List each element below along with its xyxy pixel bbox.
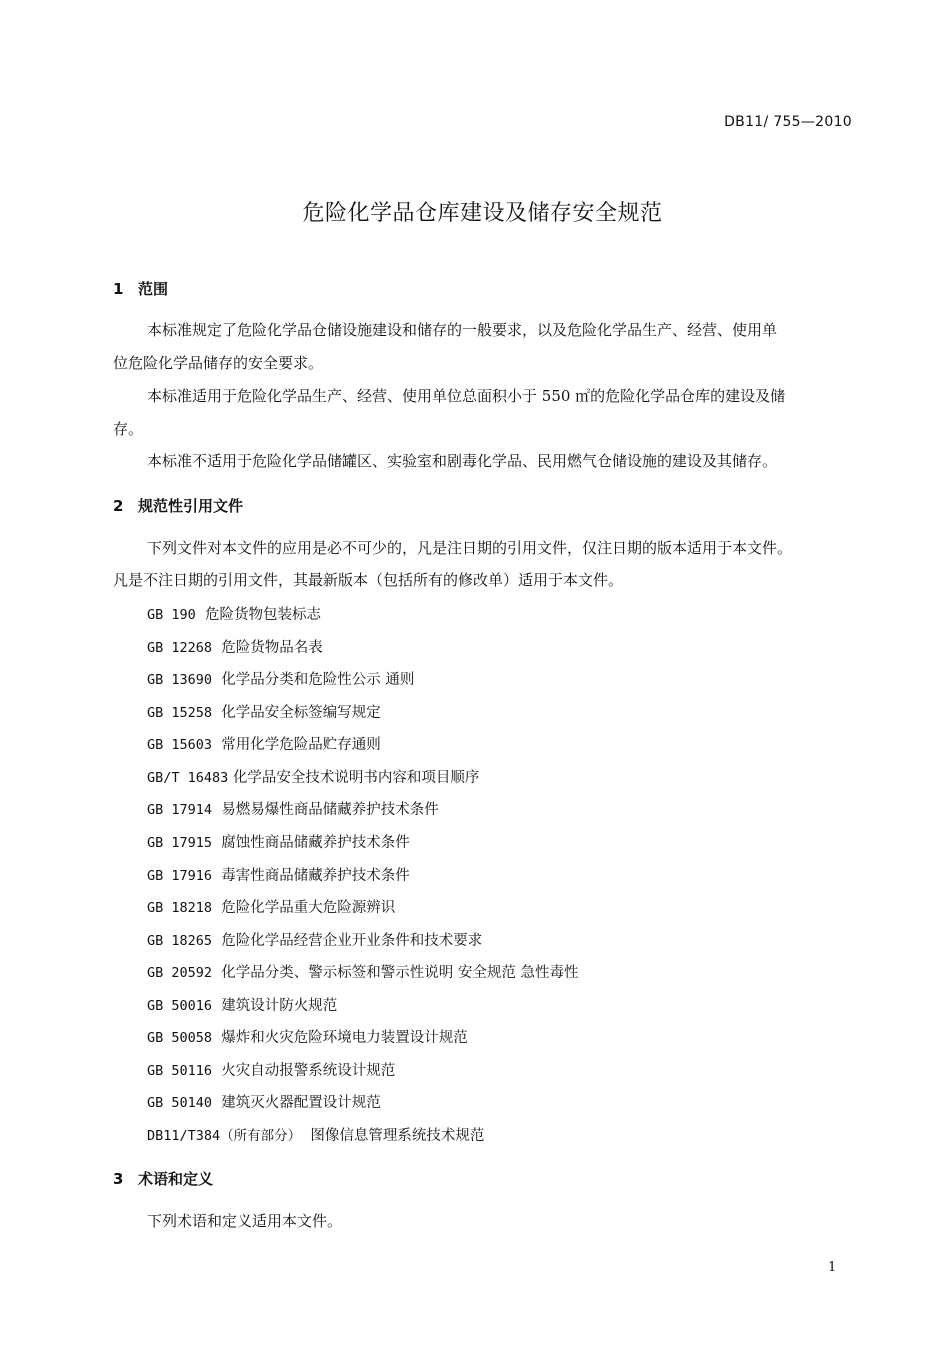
reference-item [147,994,337,1015]
section-2-heading [113,495,243,516]
paragraph: 位危险化学品储存的安全要求。 [113,354,324,372]
reference-item [147,636,323,657]
reference-item [147,766,479,787]
reference-item [147,701,381,722]
reference-item [147,733,381,754]
reference-code: GB 18218 [147,900,213,916]
document-title: 危险化学品仓库建设及储存安全规范 [302,201,663,226]
reference-item [147,1059,395,1080]
reference-item [147,603,321,624]
reference-title: 危险化学品重大危险源辨识 [221,900,396,916]
paragraph: 下列术语和定义适用本文件。 [147,1212,343,1230]
section-1-heading [113,278,168,299]
reference-title: 爆炸和火灾危险环境电力装置设计规范 [221,1030,468,1046]
section-title: 术语和定义 [138,1170,214,1188]
reference-code: GB 13690 [147,672,213,688]
section-number: 1 [113,280,124,298]
reference-code: GB 50016 [147,998,213,1014]
reference-item [147,798,439,819]
reference-code: GB/T 16483 [147,770,229,786]
reference-title: 危险化学品经营企业开业条件和技术要求 [221,933,483,949]
reference-code: GB 50140 [147,1095,213,1111]
reference-item [147,929,482,950]
section-title: 规范性引用文件 [138,497,244,515]
page-number: 1 [828,1260,837,1275]
paragraph: 凡是不注日期的引用文件，其最新版本（包括所有的修改单）适用于本文件。 [113,571,624,589]
reference-title: 易燃易爆性商品储藏养护技术条件 [221,802,439,818]
reference-title: 图像信息管理系统技术规范 [310,1128,485,1144]
reference-code: GB 12268 [147,640,213,656]
reference-item [147,961,578,982]
reference-title: 腐蚀性商品储藏养护技术条件 [221,835,410,851]
paragraph: 存。 [113,420,144,438]
reference-title: 火灾自动报警系统设计规范 [221,1063,396,1079]
reference-title: 常用化学危险品贮存通则 [221,737,381,753]
reference-title: 化学品分类、警示标签和警示性说明 安全规范 急性毒性 [221,965,579,981]
section-number: 2 [113,497,124,515]
reference-code: GB 15258 [147,705,213,721]
reference-title: 化学品安全标签编写规定 [221,705,381,721]
reference-code: GB 50116 [147,1063,213,1079]
section-number: 3 [113,1170,124,1188]
section-title: 范围 [138,280,169,298]
paragraph: 下列文件对本文件的应用是必不可少的，凡是注日期的引用文件，仅注日期的版本适用于本文件。 [147,539,793,557]
section-3-heading [113,1168,213,1189]
reference-item [147,864,410,885]
reference-item [147,1026,468,1047]
reference-item [147,668,414,689]
reference-code: GB 50058 [147,1030,213,1046]
reference-title: 危险货物包装标志 [205,607,321,623]
reference-code: GB 15603 [147,737,213,753]
paragraph: 本标准规定了危险化学品仓储设施建设和储存的一般要求，以及危险化学品生产、经营、使用单 [147,321,778,339]
paragraph: 本标准不适用于危险化学品储罐区、实验室和剧毒化学品、民用燃气仓储设施的建设及其储存。 [147,452,778,470]
reference-code: GB 20592 [147,965,213,981]
reference-title: 建筑灭火器配置设计规范 [221,1095,381,1111]
reference-title: 化学品安全技术说明书内容和项目顺序 [232,770,480,786]
reference-code: GB 18265 [147,933,213,949]
paragraph: 本标准适用于危险化学品生产、经营、使用单位总面积小于 550 ㎡的危险化学品仓库的建设及储 [147,387,786,405]
reference-title: 建筑设计防火规范 [221,998,338,1014]
reference-code: DB11/T384（所有部分） [147,1128,302,1144]
reference-item [147,896,395,917]
reference-code: GB 190 [147,607,196,623]
reference-item [147,1124,484,1145]
reference-item [147,1091,381,1112]
reference-title: 毒害性商品储藏养护技术条件 [221,868,410,884]
reference-code: GB 17914 [147,802,213,818]
standard-number: DB11/ 755—2010 [724,114,852,130]
reference-title: 化学品分类和危险性公示 通则 [221,672,415,688]
reference-title: 危险货物品名表 [221,640,323,656]
reference-code: GB 17915 [147,835,213,851]
reference-item [147,831,410,852]
reference-code: GB 17916 [147,868,213,884]
